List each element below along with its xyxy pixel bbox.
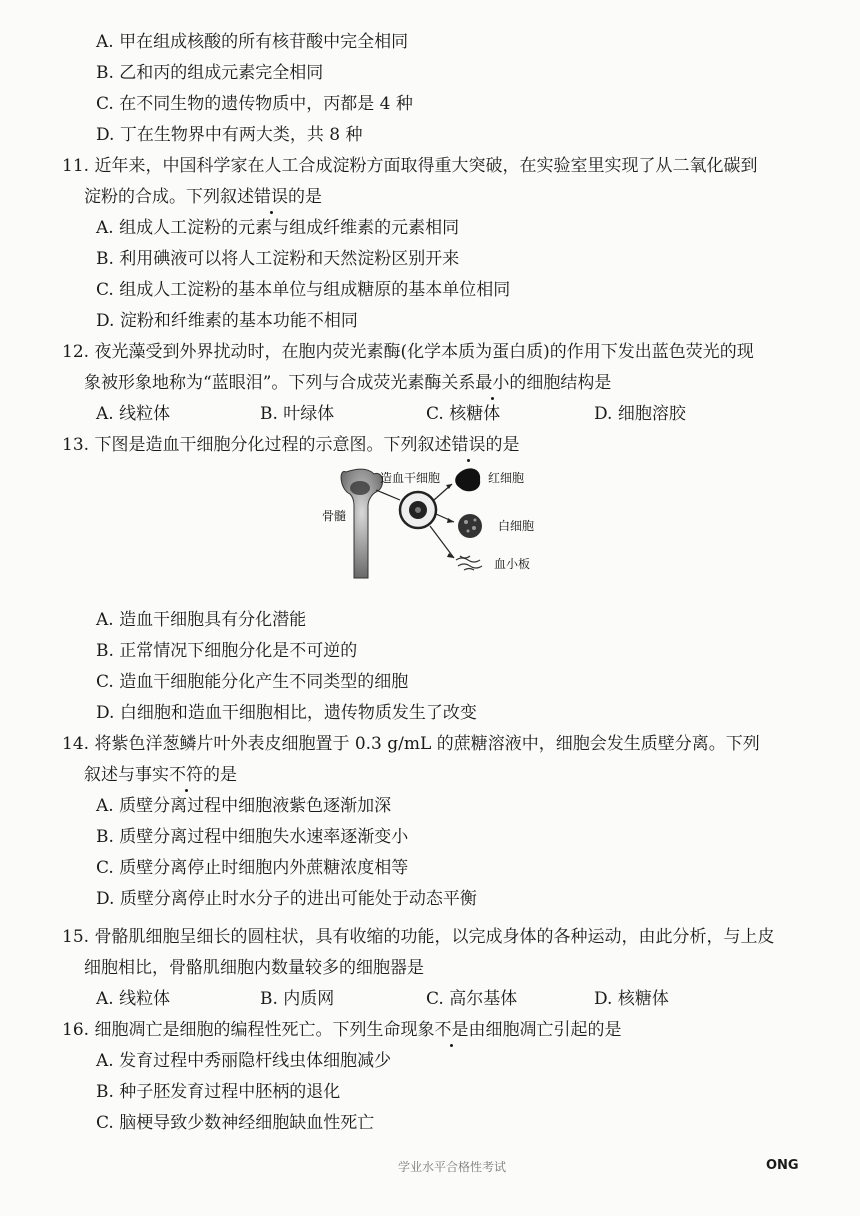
q11-option-b: B. 利用碘液可以将人工淀粉和天然淀粉区别开来 bbox=[96, 249, 460, 269]
emphasis-mark: 不符 bbox=[169, 765, 203, 785]
q14-stem-line2 bbox=[84, 764, 237, 786]
q12-option-a: A. 线粒体 bbox=[96, 404, 171, 424]
platelet-illustration bbox=[456, 556, 482, 570]
q10-option-b: B. 乙和丙的组成元素完全相同 bbox=[96, 63, 324, 83]
q12-stem-text-end: 的细胞结构是 bbox=[509, 373, 612, 393]
q11-option-a: A. 组成人工淀粉的元素与组成纤维素的元素相同 bbox=[96, 218, 460, 238]
q10-option-d: D. 丁在生物界中有两大类，共 8 种 bbox=[96, 125, 363, 145]
q15-option-d: D. 核糖体 bbox=[594, 989, 669, 1009]
q11-stem-text-end: 的是 bbox=[288, 187, 322, 207]
bone-marrow-label: 骨髓 bbox=[322, 509, 347, 523]
q15-option-a: A. 线粒体 bbox=[96, 989, 171, 1009]
white-blood-cell-illustration bbox=[458, 514, 482, 538]
white-blood-cell-label: 白细胞 bbox=[498, 519, 535, 533]
q14-option-b: B. 质壁分离过程中细胞失水速率逐渐变小 bbox=[96, 827, 409, 847]
q12-option-c: C. 核糖体 bbox=[426, 404, 501, 424]
bone-illustration bbox=[341, 469, 383, 578]
q11-stem-line1: 11. 近年来，中国科学家在人工合成淀粉方面取得重大突破，在实验室里实现了从二氧化碳到 bbox=[62, 156, 758, 176]
q10-option-a: A. 甲在组成核酸的所有核苷酸中完全相同 bbox=[96, 32, 409, 52]
q12-stem-line2 bbox=[84, 372, 611, 394]
q16-option-c: C. 脑梗导致少数神经细胞缺血性死亡 bbox=[96, 1113, 375, 1133]
q14-option-a: A. 质壁分离过程中细胞液紫色逐渐加深 bbox=[96, 796, 392, 816]
q14-option-c: C. 质壁分离停止时细胞内外蔗糖浓度相等 bbox=[96, 858, 409, 878]
footer-title: 学业水平合格性考试 bbox=[398, 1160, 507, 1174]
q14-option-d: D. 质壁分离停止时水分子的进出可能处于动态平衡 bbox=[96, 889, 477, 909]
q13-option-c: C. 造血干细胞能分化产生不同类型的细胞 bbox=[96, 672, 409, 692]
q15-stem-line1: 15. 骨骼肌细胞呈细长的圆柱状，具有收缩的功能，以完成身体的各种运动，由此分析，与上皮 bbox=[62, 927, 775, 947]
q12-stem-line1: 12. 夜光藻受到外界扰动时，在胞内荧光素酶(化学本质为蛋白质)的作用下发出蓝色荧光的现 bbox=[62, 342, 754, 362]
q14-stem-text-end: 的是 bbox=[203, 765, 237, 785]
red-blood-cell-label: 红细胞 bbox=[488, 471, 525, 485]
stem-cell-illustration bbox=[400, 492, 436, 528]
red-blood-cell-illustration bbox=[455, 468, 480, 491]
q11-stem-line2 bbox=[84, 186, 322, 208]
q12-option-b: B. 叶绿体 bbox=[260, 404, 335, 424]
q16-stem bbox=[62, 1019, 621, 1041]
q11-stem-text: 淀粉的合成。下列叙述 bbox=[84, 187, 254, 207]
platelet-label: 血小板 bbox=[494, 557, 531, 571]
q11-option-c: C. 组成人工淀粉的基本单位与组成糖原的基本单位相同 bbox=[96, 280, 511, 300]
q13-stem-text-end: 的是 bbox=[485, 435, 520, 455]
q13-option-a: A. 造血干细胞具有分化潜能 bbox=[96, 610, 307, 630]
stem-cell-label: 造血干细胞 bbox=[380, 471, 441, 485]
q16-stem-text: 16. 细胞凋亡是细胞的编程性死亡。下列生命现象 bbox=[62, 1020, 435, 1040]
q13-option-d: D. 白细胞和造血干细胞相比，遗传物质发生了改变 bbox=[96, 703, 477, 723]
q12-stem-text: 象被形象地称为“蓝眼泪”。下列与合成荧光素酶关系 bbox=[84, 373, 476, 393]
q12-option-d: D. 细胞溶胶 bbox=[594, 404, 686, 424]
emphasis-mark: 最小 bbox=[475, 373, 510, 393]
footer-right-mark: ONG bbox=[766, 1158, 799, 1173]
q15-stem-line2: 细胞相比，骨骼肌细胞内数量较多的细胞器是 bbox=[84, 958, 424, 978]
emphasis-mark: 错误 bbox=[451, 435, 486, 455]
q13-stem bbox=[62, 434, 519, 456]
q15-option-b: B. 内质网 bbox=[260, 989, 335, 1009]
q15-option-c: C. 高尔基体 bbox=[426, 989, 518, 1009]
q14-stem-text: 叙述与事实 bbox=[84, 765, 169, 785]
emphasis-mark: 不是 bbox=[434, 1020, 469, 1040]
q16-option-b: B. 种子胚发育过程中胚柄的退化 bbox=[96, 1082, 341, 1102]
q14-stem-line1: 14. 将紫色洋葱鳞片叶外表皮细胞置于 0.3 g/mL 的蔗糖溶液中，细胞会发生质壁分离。下列 bbox=[62, 734, 760, 754]
q10-option-c: C. 在不同生物的遗传物质中，丙都是 4 种 bbox=[96, 94, 413, 114]
q13-stem-text: 13. 下图是造血干细胞分化过程的示意图。下列叙述 bbox=[62, 435, 452, 455]
q16-stem-text-end: 由细胞凋亡引起的是 bbox=[468, 1020, 622, 1040]
q13-option-b: B. 正常情况下细胞分化是不可逆的 bbox=[96, 641, 358, 661]
q16-option-a: A. 发育过程中秀丽隐杆线虫体细胞减少 bbox=[96, 1051, 392, 1071]
emphasis-mark: 错误 bbox=[254, 187, 288, 207]
q11-option-d: D. 淀粉和纤维素的基本功能不相同 bbox=[96, 311, 358, 331]
hematopoiesis-figure bbox=[318, 460, 578, 584]
